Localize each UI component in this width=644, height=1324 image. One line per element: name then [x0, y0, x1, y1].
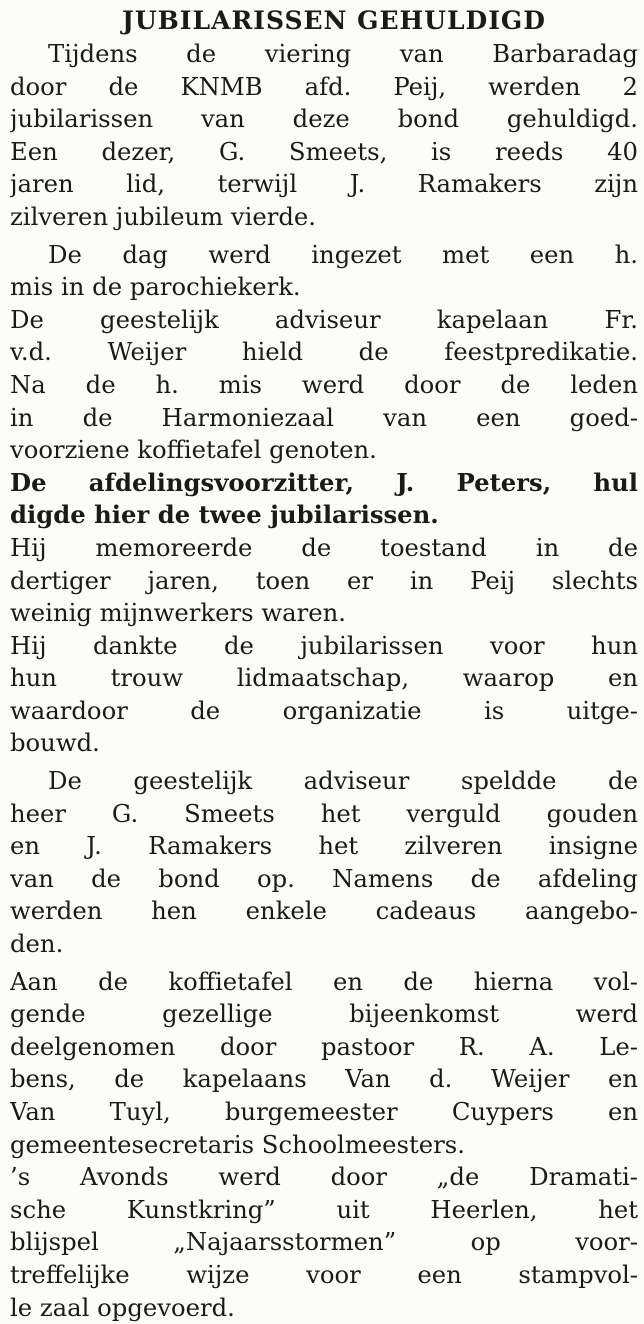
text-line: weinig mijnwerkers waren.	[10, 598, 346, 628]
text-line: De dag werd ingezet met een h.	[48, 239, 638, 269]
text-line: in de Harmoniezaal van een goed-	[10, 402, 638, 432]
text-line: werden hen enkele cadeaus aangebo-	[10, 896, 638, 926]
text-line: Tijdens de viering van Barbaradag	[48, 39, 638, 68]
text-line: en J. Ramakers het zilveren insigne	[10, 831, 638, 861]
text-line: bens, de kapelaans Van d. Weijer en	[10, 1064, 638, 1094]
text-line: Aan de koffietafel en de hierna vol-	[10, 966, 638, 996]
text-line: le zaal opgevoerd.	[10, 1292, 235, 1322]
text-line: Na de h. mis werd door de leden	[10, 369, 638, 399]
paragraph-5	[10, 532, 638, 630]
text-line: v.d. Weijer hield de feestpredikatie.	[10, 337, 638, 367]
text-line: gemeentesecretaris Schoolmeesters.	[10, 1129, 465, 1159]
text-line: blijspel „Najaarsstormen” op voor-	[10, 1227, 638, 1257]
text-line: Een dezer, G. Smeets, is reeds 40	[10, 136, 638, 166]
paragraph-8	[10, 966, 638, 1162]
text-line: jaren lid, terwijl J. Ramakers zijn	[10, 169, 638, 199]
text-line: mis in de parochiekerk.	[10, 272, 301, 302]
text-line: bouwd.	[10, 728, 100, 758]
text-line: Hij dankte de jubilarissen voor hun	[10, 630, 638, 660]
paragraph-9	[10, 1161, 638, 1324]
text-line: Van Tuyl, burgemeester Cuypers en	[10, 1097, 638, 1126]
text-line: deelgenomen door pastoor R. A. Le-	[10, 1031, 638, 1061]
text-line: De afdelingsvoorzitter, J. Peters, hul	[10, 467, 638, 497]
paragraph-6	[10, 630, 638, 760]
text-line: De geestelijk adviseur speldde de	[48, 766, 638, 796]
paragraph-7	[10, 765, 638, 961]
paragraph-3	[10, 304, 638, 467]
paragraph-1	[10, 38, 638, 234]
text-line: De geestelijk adviseur kapelaan Fr.	[10, 304, 638, 334]
text-line: door de KNMB afd. Peij, werden 2	[10, 71, 638, 101]
text-line: sche Kunstkring” uit Heerlen, het	[10, 1194, 638, 1224]
text-line: Hij memoreerde de toestand in de	[10, 532, 638, 562]
text-line: den.	[10, 929, 64, 959]
text-line: jubilarissen van deze bond gehuldigd.	[10, 104, 638, 134]
text-line: zilveren jubileum vierde.	[10, 201, 317, 231]
text-line: dertiger jaren, toen er in Peij slechts	[10, 565, 638, 595]
text-line: ’s Avonds werd door „de Dramati-	[10, 1162, 638, 1192]
paragraph-2	[10, 239, 638, 304]
paragraph-4	[10, 467, 638, 532]
article-headline: JUBILARISSEN GEHULDIGD	[122, 6, 546, 35]
text-line: waardoor de organizatie is uitge-	[10, 695, 638, 725]
text-line: van de bond op. Namens de afdeling	[10, 863, 638, 893]
text-line: treffelijke wijze voor een stampvol-	[10, 1259, 638, 1289]
text-line: voorziene koffietafel genoten.	[10, 435, 377, 465]
text-line: heer G. Smeets het verguld gouden	[10, 798, 638, 828]
text-line: digde hier de twee jubilarissen.	[10, 500, 439, 530]
text-line: gende gezellige bijeenkomst werd	[10, 999, 638, 1029]
text-line: hun trouw lidmaatschap, waarop en	[10, 663, 638, 693]
